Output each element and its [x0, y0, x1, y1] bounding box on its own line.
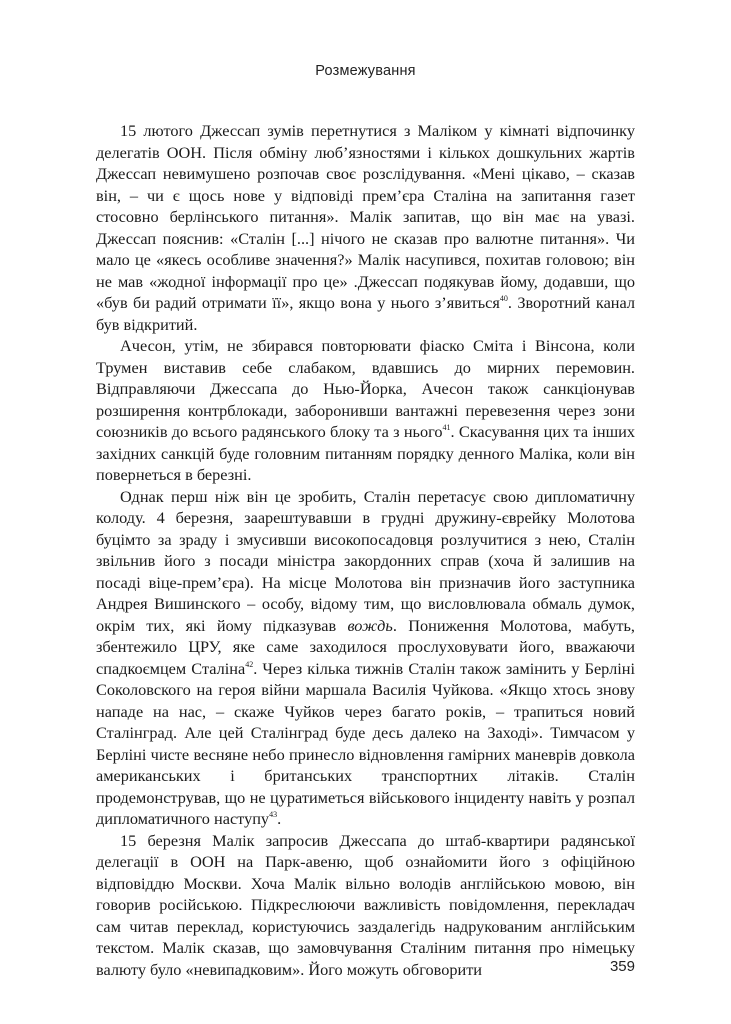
- text-run: . Зворотний канал був відкритий.: [96, 293, 635, 334]
- running-head: Розмежування: [315, 63, 416, 79]
- text-run: 15 лютого Джессап зумів перетнутися з Маліком у кімнаті відпочинку делегатів ООН. Після обміну люб’язностями і кількох дошкульних жартів Джессап невимушено розпочав своє розслідування. «Мені цікаво, – сказав він, – чи є щось нове у відповіді прем’єра Сталіна на запитання газет стосовно берлінського питання». Малік запитав, що він має на увазі. Джессап пояснив: «Сталін [...] нічого не сказав про валютне питання». Чи мало це «якесь особливе значення?» Малік насупився, похитав головою; він не мав «жодної інформації про це» .Джессап подякував йому, додавши, що «був би радий отримати її», якщо вона у нього з’явиться: [96, 121, 635, 312]
- emphasis-text: вождь: [347, 615, 393, 635]
- paragraph: [96, 120, 635, 335]
- paragraph: [96, 486, 635, 830]
- text-run: 15 березня Малік запросив Джессапа до штаб-квартири радянської делегації в ООН на Парк-авеню, щоб ознайомити його з офіційною відповіддю Москви. Хоча Малік вільно володів англійською мовою, він говорив російською. Підкреслюючи важливість повідомлення, перекладач сам читав переклад, користуючись заздалегідь надрукованим англійським текстом. Малік сказав, що замовчування Сталіним питання про німецьку валюту було «невипадковим». Його можуть обговорити: [96, 830, 635, 979]
- text-run: . Скасування цих та інших західних санкцій буде головним питанням порядку денного Маліка, коли він повернеться в березні.: [96, 422, 635, 484]
- paragraph: [96, 335, 635, 486]
- text-run: Ачесон, утім, не збирався повторювати фіаско Сміта і Вінсона, коли Трумен виставив себе слабаком, вдавшись до мирних перемовин. Відправляючи Джессапа до Нью-Йорка, Ачесон також санкціонував розширення контрблокади, заборонивши вантажні перевезення через зони союзників до всього радянського блоку та з нього: [96, 336, 635, 441]
- footnote-ref: 42: [245, 659, 254, 669]
- footnote-ref: 41: [442, 423, 451, 432]
- text-run: . Через кілька тижнів Сталін також замінить у Берліні Соколовского на героя війни маршала Василія Чуйкова. «Якщо хтось знову нападе на нас, – скаже Чуйков через багато років, – трапиться новий Сталінград. Але цей Сталінград буде десь далеко на Заході». Тимчасом у Берліні чисте весняне небо принесло відновлення гамірних маневрів довкола американських і британських транспортних літаків. Сталін продемонстрував, що не цуратиметься військового інциденту навіть у розпал дипломатичного наступу: [96, 658, 635, 828]
- paragraph: [96, 830, 635, 981]
- text-run: Однак перш ніж він це зробить, Сталін перетасує свою дипломатичну колоду. 4 березня, заарештувавши в грудні дружину-єврейку Молотова буцімто за зраду і змусивши високопосадовця розлучитися з нею, Сталін звільнив його з посади міністра закордонних справ (хоча й залишив на посаді віце-прем’єра). На місце Молотова він призначив його заступника Андрея Вишинского – особу, відому тим, що висловлювала обмаль думок, окрім тих, які йому підказував: [96, 486, 635, 635]
- page-number: 359: [609, 958, 635, 975]
- body-text: [96, 120, 635, 980]
- footnote-ref: 40: [499, 294, 508, 303]
- text-run: .: [277, 809, 282, 828]
- text-run: . Пониження Молотова, мабуть, збентежило ЦРУ, яке саме заходилося прослуховувати його, вважаючи спадкоємцем Сталіна: [96, 615, 635, 678]
- footnote-ref: 43: [269, 810, 278, 819]
